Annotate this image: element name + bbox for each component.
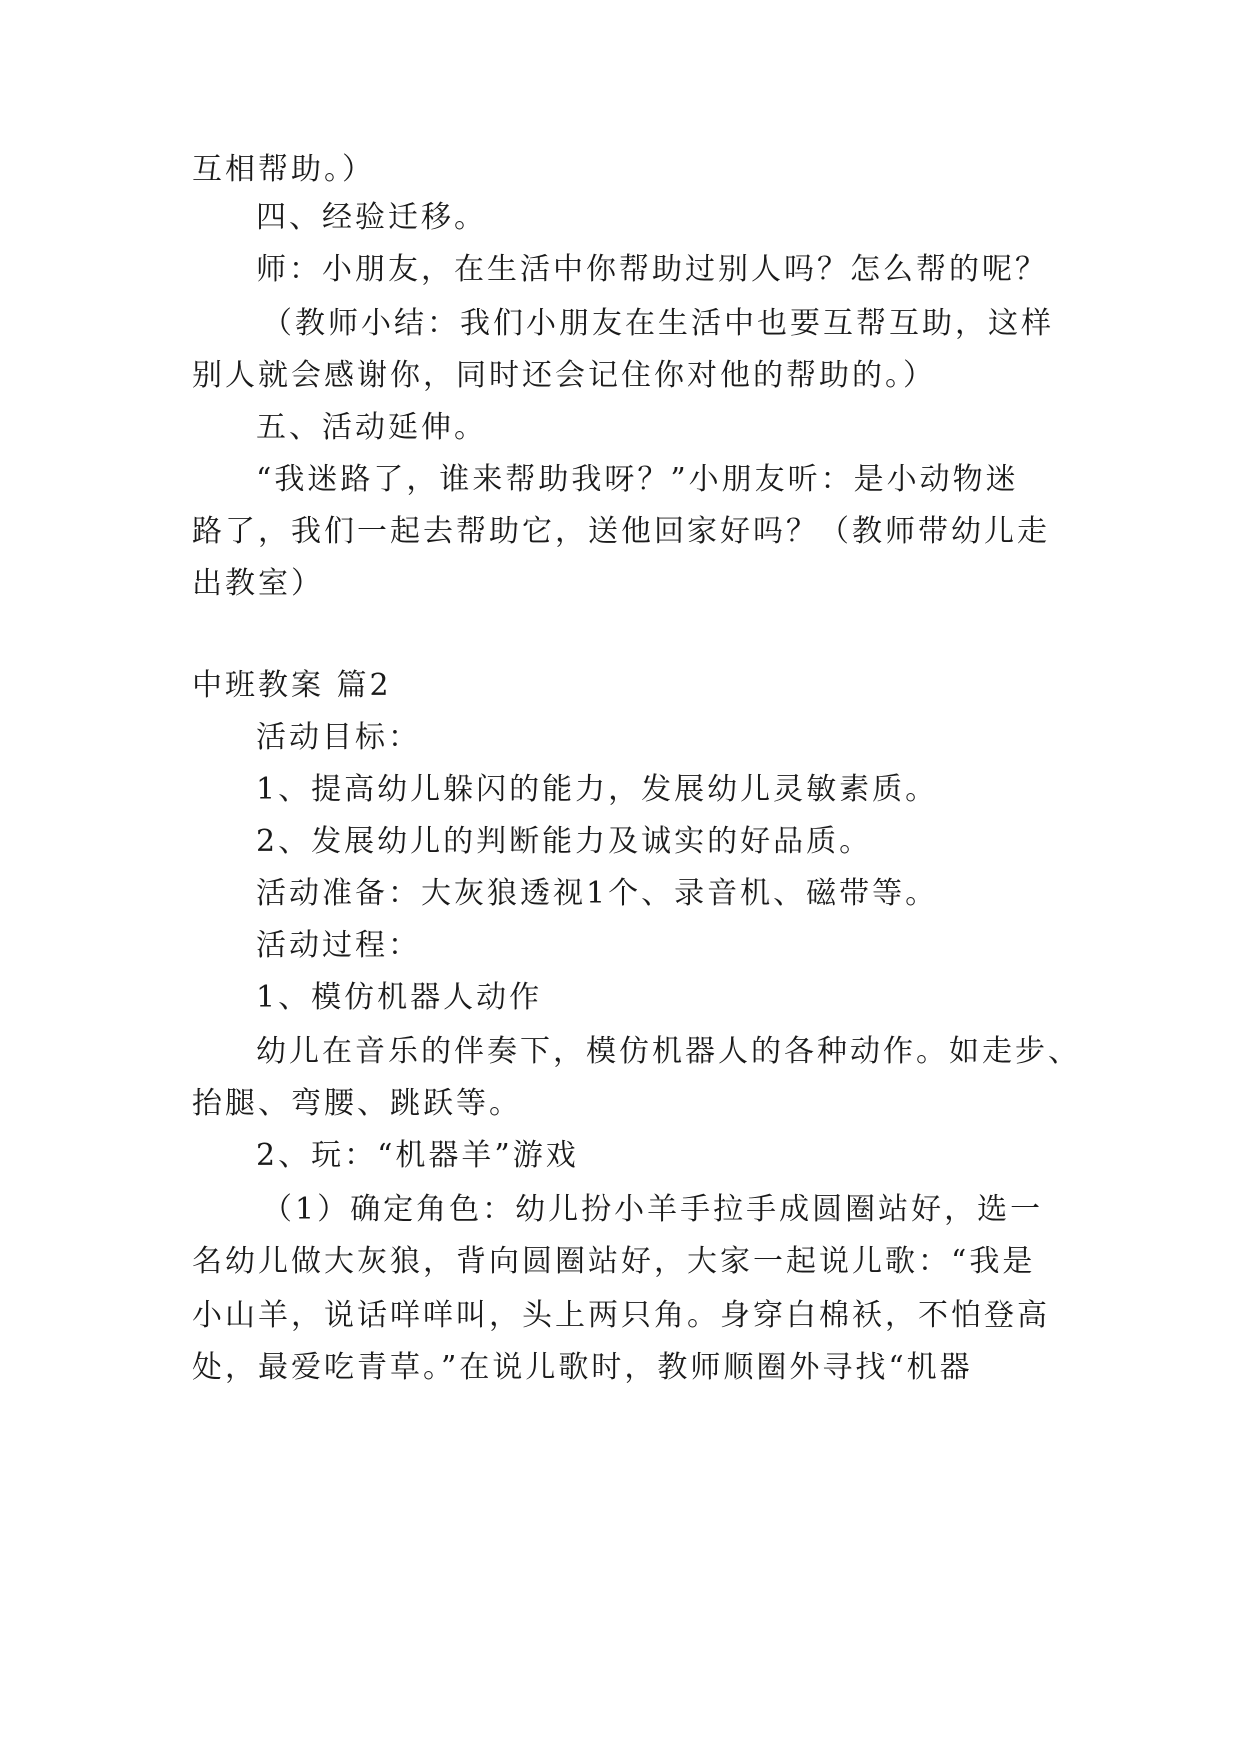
activity-preparation: 活动准备：大灰狼透视1个、录音机、磁带等。 <box>256 876 939 911</box>
step-2-line-3: 小山羊，说话咩咩叫，头上两只角。身穿白棉袄，不怕登高 <box>192 1298 1050 1333</box>
teacher-summary-line-2: 别人就会感谢你，同时还会记住你对他的帮助的。） <box>192 358 936 393</box>
step-1-line-2: 抬腿、弯腰、跳跃等。 <box>192 1086 522 1121</box>
activity-goals-label: 活动目标： <box>256 720 421 755</box>
step-2-title: 2、玩：“机器羊”游戏 <box>256 1138 579 1173</box>
extension-line-2: 路了，我们一起去帮助它，送他回家好吗？（教师带幼儿走 <box>192 514 1050 549</box>
paragraph-continuation: 互相帮助。） <box>192 152 375 187</box>
section-heading-activity-extension: 五、活动延伸。 <box>256 410 487 445</box>
step-2-line-4: 处，最爱吃青草。”在说儿歌时，教师顺圈外寻找“机器 <box>192 1350 973 1385</box>
teacher-question: 师：小朋友，在生活中你帮助过别人吗？怎么帮的呢？ <box>256 252 1048 287</box>
extension-line-1: “我迷路了，谁来帮助我呀？”小朋友听：是小动物迷 <box>256 462 1019 497</box>
goal-item-2: 2、发展幼儿的判断能力及诚实的好品质。 <box>256 824 873 859</box>
step-2-line-1: （1）确定角色：幼儿扮小羊手拉手成圆圈站好，选一 <box>262 1192 1044 1227</box>
activity-process-label: 活动过程： <box>256 928 421 963</box>
step-1-line-1: 幼儿在音乐的伴奏下，模仿机器人的各种动作。如走步、 <box>256 1034 1081 1069</box>
section-heading-experience-transfer: 四、经验迁移。 <box>256 200 487 235</box>
lesson-plan-title: 中班教案 篇2 <box>192 668 392 703</box>
goal-item-1: 1、提高幼儿躲闪的能力，发展幼儿灵敏素质。 <box>256 772 939 807</box>
step-2-line-2: 名幼儿做大灰狼，背向圆圈站好，大家一起说儿歌：“我是 <box>192 1244 1036 1279</box>
step-1-title: 1、模仿机器人动作 <box>256 980 543 1015</box>
extension-line-3: 出教室） <box>192 566 324 601</box>
teacher-summary-line-1: （教师小结：我们小朋友在生活中也要互帮互助，这样 <box>262 306 1054 341</box>
